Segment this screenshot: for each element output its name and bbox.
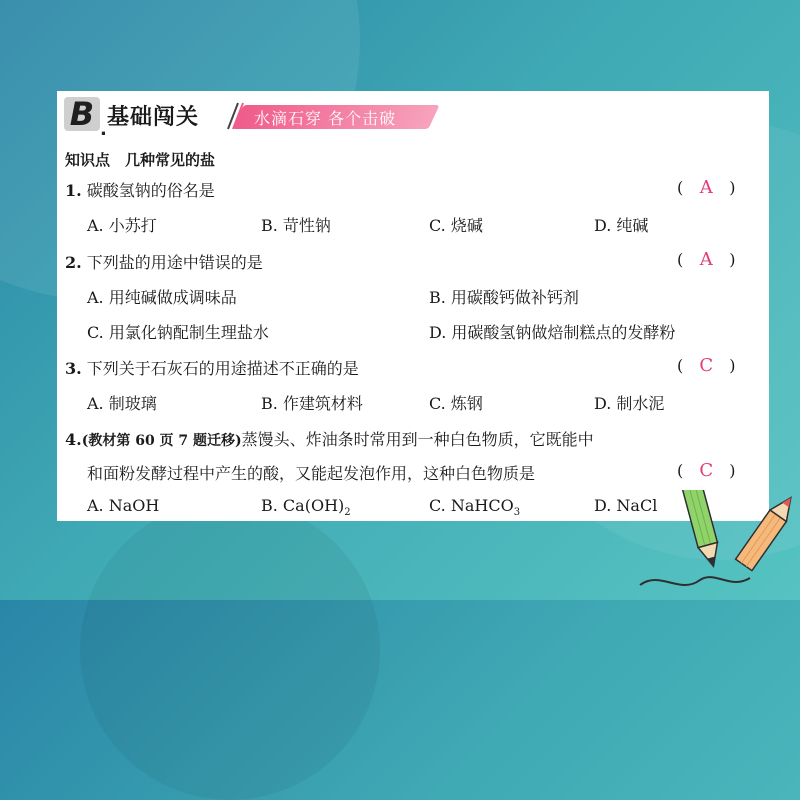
option: A. NaOH	[87, 496, 160, 515]
question-text: 下列盐的用途中错误的是	[86, 253, 263, 272]
question-number: 1.	[65, 181, 82, 200]
pencils-illustration-icon	[620, 490, 800, 600]
question-source: (教材第 60 页 7 题迁移)	[81, 433, 242, 449]
option: B. 用碳酸钙做补钙剂	[429, 288, 579, 307]
option-text: B. Ca(OH)	[261, 496, 345, 515]
option-subscript: 3	[513, 507, 521, 519]
option-text: C. NaHCO	[429, 496, 514, 515]
question-number: 4.	[65, 430, 82, 449]
option: D. 纯碱	[594, 216, 649, 235]
answer-value: C	[699, 460, 714, 481]
background-circle	[80, 500, 380, 800]
option: C. 烧碱	[429, 216, 483, 235]
question-text: 下列关于石灰石的用途描述不正确的是	[86, 359, 359, 378]
section-header	[64, 95, 454, 140]
knowledge-point-heading: 知识点 几种常见的盐	[65, 151, 216, 169]
answer-slot-1	[677, 177, 736, 198]
bracket-open: (	[677, 178, 684, 197]
option: B. 苛性钠	[261, 216, 331, 235]
question-number: 3.	[65, 359, 82, 378]
bracket-close: )	[729, 250, 736, 269]
bracket-open: (	[677, 250, 684, 269]
question-1	[65, 178, 215, 201]
question-text: 蒸馒头、炸油条时常用到一种白色物质，它既能中	[241, 430, 594, 449]
question-text: 碳酸氢钠的俗名是	[86, 181, 215, 200]
bracket-open: (	[677, 461, 684, 480]
option: C. 炼钢	[429, 394, 483, 413]
bracket-close: )	[729, 178, 736, 197]
answer-value: A	[699, 177, 713, 198]
option: D. 制水泥	[594, 394, 665, 413]
option-subscript: 2	[344, 507, 351, 519]
option: D. 用碳酸氢钠做焙制糕点的发酵粉	[429, 323, 676, 342]
option	[261, 496, 351, 518]
question-4	[65, 427, 594, 450]
answer-slot-3	[677, 355, 736, 376]
answer-value: A	[699, 249, 713, 270]
answer-value: C	[699, 355, 714, 376]
bracket-close: )	[729, 356, 736, 375]
option: A. 用纯碱做成调味品	[87, 288, 237, 307]
answer-slot-4	[677, 460, 736, 481]
section-title: 基础闯关	[107, 105, 200, 130]
section-letter-badge: B	[64, 97, 100, 131]
option: C. 用氯化钠配制生理盐水	[87, 323, 269, 342]
section-subtitle: 水滴石穿 各个击破	[254, 109, 397, 128]
exercise-card	[57, 91, 769, 521]
question-number: 2.	[65, 253, 82, 272]
bracket-open: (	[677, 356, 684, 375]
question-text-continued: 和面粉发酵过程中产生的酸，又能起发泡作用，这种白色物质是	[87, 464, 536, 483]
bracket-close: )	[729, 461, 736, 480]
question-2	[65, 250, 263, 273]
option: A. 制玻璃	[87, 394, 157, 413]
section-dot: .	[100, 119, 107, 140]
option: B. 作建筑材料	[261, 394, 363, 413]
option: D. NaCl	[594, 496, 658, 515]
answer-slot-2	[677, 249, 736, 270]
option	[429, 496, 520, 518]
option: A. 小苏打	[87, 216, 157, 235]
question-3	[65, 356, 359, 379]
